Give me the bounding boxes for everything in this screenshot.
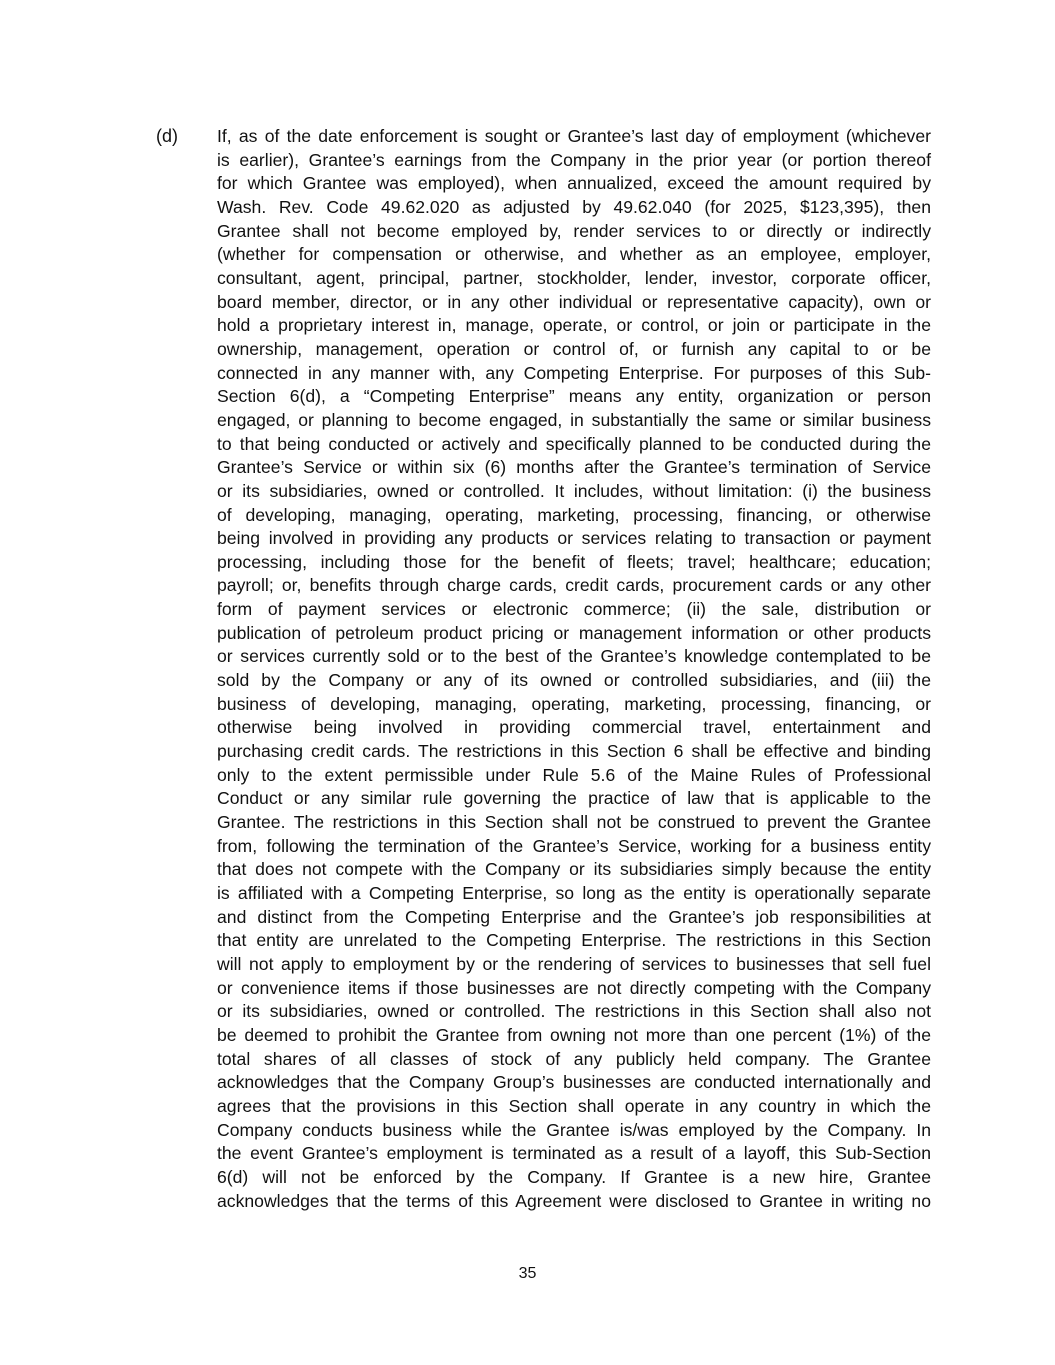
paragraph-line: be deemed to prohibit the Grantee from owning not more than one percent (1%) of the	[217, 1024, 931, 1045]
paragraph-line: business of developing, managing, operating, marketing, processing, financing, or	[217, 693, 931, 714]
paragraph-line: publication of petroleum product pricing or management information or other products	[217, 622, 931, 643]
paragraph-line: acknowledges that the Company Group’s businesses are conducted internationally and	[217, 1072, 931, 1093]
paragraph-line: purchasing credit cards. The restrictions in this Section 6 shall be effective and binding	[217, 741, 931, 762]
paragraph-line: ownership, management, operation or control of, or furnish any capital to or be	[217, 338, 931, 359]
paragraph-line: Wash. Rev. Code 49.62.020 as adjusted by 49.62.040 (for 2025, $123,395), then	[217, 196, 931, 217]
paragraph-line: the event Grantee’s employment is terminated as a result of a layoff, this Sub-Section	[217, 1143, 931, 1164]
paragraph-line: being involved in providing any products or services relating to transaction or payment	[217, 528, 931, 549]
paragraph-line: from, following the termination of the Grantee’s Service, working for a business entity	[217, 835, 931, 856]
paragraph-line: hold a proprietary interest in, manage, operate, or control, or join or participate in the	[217, 315, 931, 336]
paragraph-line: of developing, managing, operating, marketing, processing, financing, or otherwise	[217, 504, 931, 525]
paragraph-line: only to the extent permissible under Rule 5.6 of the Maine Rules of Professional	[217, 764, 931, 785]
paragraph-line: agrees that the provisions in this Section shall operate in any country in which the	[217, 1095, 931, 1116]
paragraph-line: sold by the Company or any of its owned or controlled subsidiaries, and (iii) the	[217, 670, 931, 691]
paragraph-line: Company conducts business while the Grantee is/was employed by the Company. In	[217, 1119, 931, 1140]
paragraph-line: is earlier), Grantee’s earnings from the Company in the prior year (or portion thereof	[217, 149, 931, 170]
paragraph-line: Grantee. The restrictions in this Section shall not be construed to prevent the Grantee	[217, 812, 931, 833]
paragraph-line: Section 6(d), a “Competing Enterprise” means any entity, organization or person	[217, 386, 931, 407]
paragraph-line: Grantee’s Service or within six (6) months after the Grantee’s termination of Service	[217, 457, 931, 478]
paragraph-line: otherwise being involved in providing commercial travel, entertainment and	[217, 717, 931, 738]
subsection-body	[217, 125, 931, 1213]
paragraph-line: connected in any manner with, any Competing Enterprise. For purposes of this Sub-	[217, 362, 931, 383]
paragraph-line: for which Grantee was employed), when annualized, exceed the amount required by	[217, 173, 931, 194]
paragraph-line: and distinct from the Competing Enterprise and the Grantee’s job responsibilities at	[217, 906, 931, 927]
paragraph-line: is affiliated with a Competing Enterprise, so long as the entity is operationally separate	[217, 883, 931, 903]
paragraph-line: total shares of all classes of stock of any publicly held company. The Grantee	[217, 1048, 931, 1069]
paragraph-line: If, as of the date enforcement is sought or Grantee’s last day of employment (whichever	[217, 126, 931, 146]
paragraph-line: to that being conducted or actively and specifically planned to be conducted during the	[217, 433, 931, 454]
paragraph-line: consultant, agent, principal, partner, stockholder, lender, investor, corporate officer,	[217, 267, 931, 288]
paragraph-line: Grantee shall not become employed by, render services to or directly or indirectly	[217, 220, 931, 241]
paragraph-line: or its subsidiaries, owned or controlled. It includes, without limitation: (i) the business	[217, 480, 931, 501]
paragraph-line: board member, director, or in any other individual or representative capacity), own or	[217, 291, 931, 312]
paragraph-line: or services currently sold or to the best of the Grantee’s knowledge contemplated to be	[217, 646, 931, 667]
paragraph-line: engaged, or planning to become engaged, in substantially the same or similar business	[217, 409, 931, 430]
paragraph-line: 6(d) will not be enforced by the Company. If Grantee is a new hire, Grantee	[217, 1166, 931, 1187]
subsection-label: (d)	[156, 126, 178, 146]
paragraph-line: or convenience items if those businesses are not directly competing with the Company	[217, 977, 931, 998]
paragraph-line: processing, including those for the benefit of fleets; travel; healthcare; education;	[217, 551, 931, 572]
paragraph-line: acknowledges that the terms of this Agreement were disclosed to Grantee in writing no	[217, 1190, 931, 1211]
paragraph-line: that entity are unrelated to the Competing Enterprise. The restrictions in this Section	[217, 930, 931, 951]
paragraph-line: that does not compete with the Company or its subsidiaries simply because the entity	[217, 859, 931, 880]
paragraph-line: payroll; or, benefits through charge cards, credit cards, procurement cards or any other	[217, 575, 931, 596]
paragraph-line: (whether for compensation or otherwise, and whether as an employee, employer,	[217, 244, 931, 265]
paragraph-line: form of payment services or electronic commerce; (ii) the sale, distribution or	[217, 599, 931, 620]
paragraph-line: or its subsidiaries, owned or controlled. The restrictions in this Section shall also not	[217, 1001, 931, 1022]
paragraph-line: Conduct or any similar rule governing the practice of law that is applicable to the	[217, 788, 931, 809]
page-number: 35	[518, 1265, 537, 1282]
paragraph-line: will not apply to employment by or the rendering of services to businesses that sell fuel	[217, 953, 931, 974]
